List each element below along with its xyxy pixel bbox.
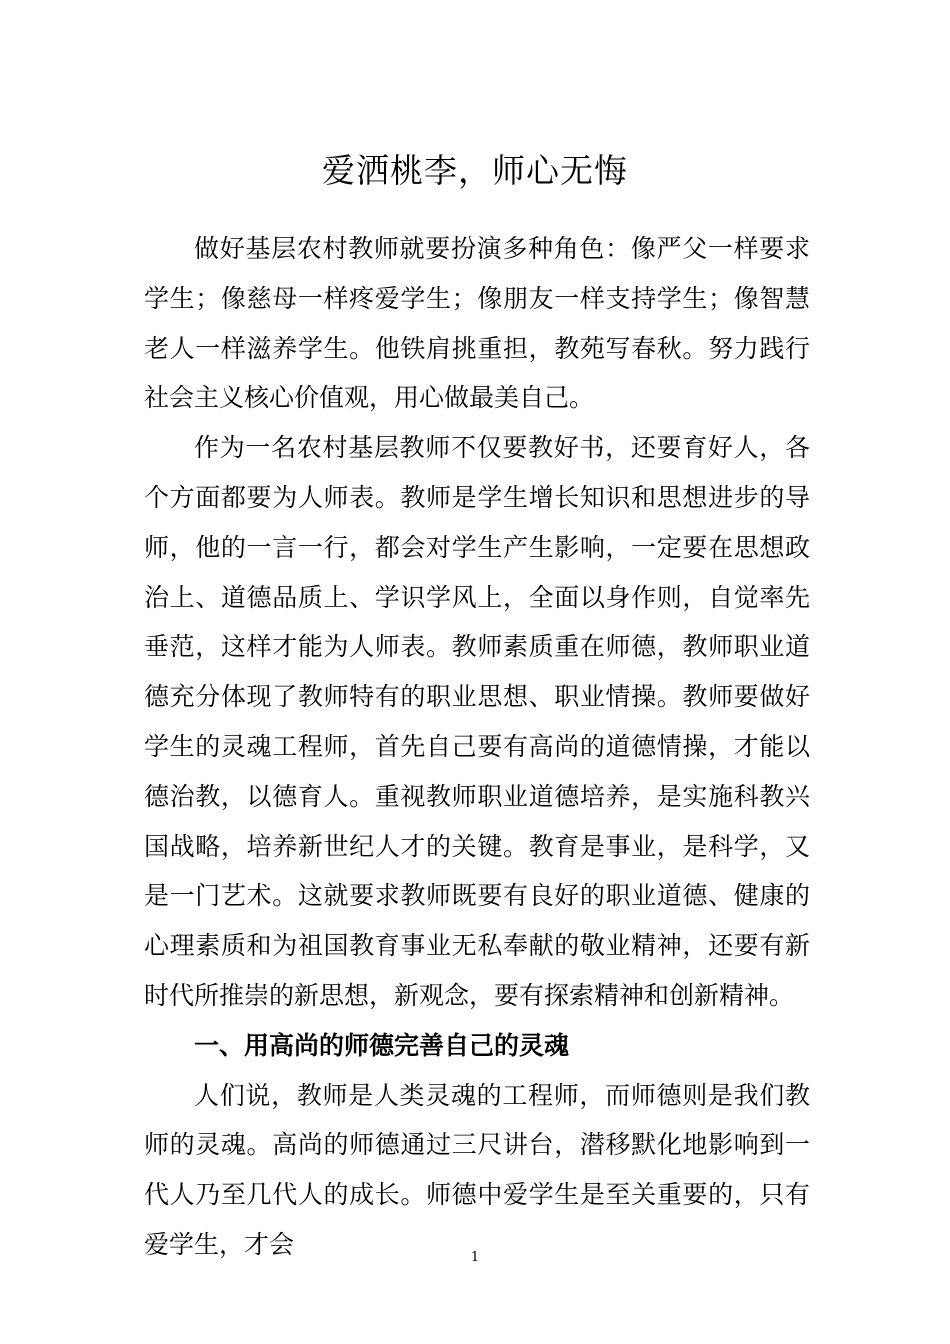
paragraph-section-one: 人们说，教师是人类灵魂的工程师，而师德则是我们教师的灵魂。高尚的师德通过三尺讲台，潜移默化地影响到一代人乃至几代人的成长。师德中爱学生是至关重要的，只有爱学生，才会 [144, 1080, 810, 1259]
paragraph-intro: 做好基层农村教师就要扮演多种角色：像严父一样要求学生；像慈母一样疼爱学生；像朋友一样支持学生；像智慧老人一样滋养学生。他铁肩挑重担，教苑写春秋。努力践行社会主义核心价值观，用心做最美自己。 [144, 234, 810, 413]
document-body [144, 224, 810, 1270]
paragraph-teacher-role: 作为一名农村基层教师不仅要教好书，还要育好人，各个方面都要为人师表。教师是学生增长知识和思想进步的导师，他的一言一行，都会对学生产生影响，一定要在思想政治上、道德品质上、学识学风上，全面以身作则，自觉率先垂范，这样才能为人师表。教师素质重在师德，教师职业道德充分体现了教师特有的职业思想、职业情操。教师要做好学生的灵魂工程师，首先自己要有高尚的道德情操，才能以德治教，以德育人。重视教师职业道德培养，是实施科教兴国战略，培养新世纪人才的关键。教育是事业，是科学，又是一门艺术。这就要求教师既要有良好的职业道德、健康的心理素质和为祖国教育事业无私奉献的敬业精神，还要有新时代所推崇的新思想，新观念，要有探索精神和创新精神。 [144, 433, 810, 1010]
page-number: 1 [470, 1250, 480, 1265]
section-heading: 一、用高尚的师德完善自己的灵魂 [194, 1030, 570, 1060]
document-title: 爱洒桃李，师心无悔 [322, 151, 628, 190]
